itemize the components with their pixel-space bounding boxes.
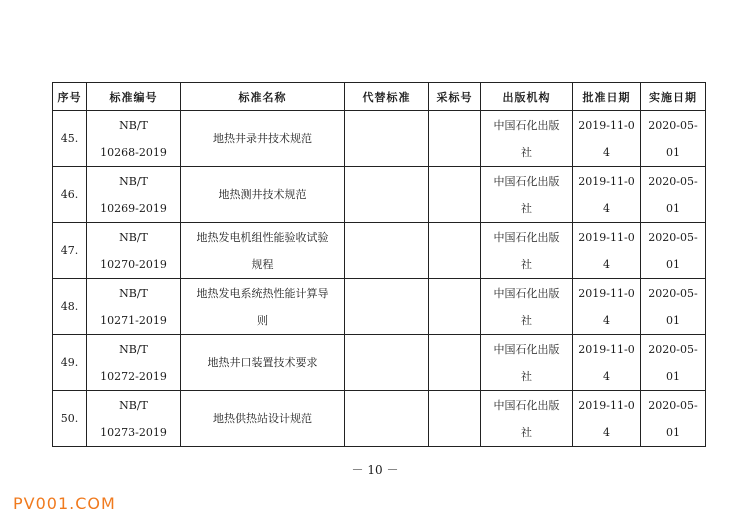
approval-date-cell-line: 4 [603, 369, 610, 383]
effective-date-cell-line: 01 [666, 201, 680, 215]
effective-date-cell-line: 01 [666, 425, 680, 439]
standard-name-cell [181, 279, 345, 335]
effective-date-cell-line: 2020-05- [648, 230, 698, 244]
standard-name-cell [181, 391, 345, 447]
header-cell: 序号 [53, 83, 87, 111]
publisher-cell [481, 223, 573, 279]
effective-date-cell [641, 391, 706, 447]
standard-name-cell-line: 地热供热站设计规范 [213, 412, 312, 425]
adopted-number-cell [429, 167, 481, 223]
standard-code-cell [87, 335, 181, 391]
publisher-cell-line: 中国石化出版 [493, 286, 560, 300]
table-row [53, 167, 706, 223]
adopted-number-cell [429, 223, 481, 279]
standards-table [52, 82, 706, 447]
table-header-row [53, 83, 706, 111]
approval-date-cell [573, 167, 641, 223]
publisher-cell [481, 111, 573, 167]
effective-date-cell-line: 2020-05- [648, 174, 698, 188]
standard-code-cell [87, 167, 181, 223]
table-row [53, 335, 706, 391]
header-cell: 标准编号 [87, 83, 181, 111]
standard-code-cell-line: 10271-2019 [100, 313, 167, 327]
approval-date-cell [573, 391, 641, 447]
header-cell: 批准日期 [573, 83, 641, 111]
approval-date-cell-line: 2019-11-0 [578, 174, 635, 188]
effective-date-cell-line: 2020-05- [648, 118, 698, 132]
adopted-number-cell [429, 335, 481, 391]
standard-name-cell-line: 地热发电系统热性能计算导 [196, 286, 329, 300]
approval-date-cell-line: 4 [603, 201, 610, 215]
publisher-cell-line: 社 [521, 257, 532, 271]
standard-code-cell [87, 111, 181, 167]
standard-code-cell [87, 279, 181, 335]
publisher-cell-line: 社 [521, 313, 532, 327]
standard-code-cell-line: NB/T [119, 230, 148, 244]
row-number-cell: 45. [53, 111, 87, 167]
effective-date-cell [641, 223, 706, 279]
standard-name-cell-line: 地热发电机组性能验收试验 [196, 230, 329, 244]
approval-date-cell [573, 111, 641, 167]
publisher-cell-line: 社 [521, 425, 532, 439]
replaces-standard-cell [345, 391, 429, 447]
header-cell: 实施日期 [641, 83, 706, 111]
table-row [53, 391, 706, 447]
table-body [53, 111, 706, 447]
standard-code-cell-line: NB/T [119, 342, 148, 356]
approval-date-cell-line: 4 [603, 257, 610, 271]
effective-date-cell-line: 01 [666, 257, 680, 271]
replaces-standard-cell [345, 223, 429, 279]
approval-date-cell-line: 4 [603, 313, 610, 327]
approval-date-cell [573, 223, 641, 279]
watermark-text: PV001.COM [13, 494, 116, 513]
standard-name-cell [181, 111, 345, 167]
approval-date-cell-line: 2019-11-0 [578, 342, 635, 356]
table-row [53, 279, 706, 335]
approval-date-cell-line: 2019-11-0 [578, 230, 635, 244]
approval-date-cell [573, 335, 641, 391]
adopted-number-cell [429, 111, 481, 167]
table-row [53, 111, 706, 167]
page-number: － 10 － [351, 463, 399, 477]
publisher-cell-line: 中国石化出版 [493, 342, 560, 356]
header-cell: 标准名称 [181, 83, 345, 111]
publisher-cell-line: 中国石化出版 [493, 118, 560, 132]
standard-code-cell [87, 223, 181, 279]
standard-name-cell-line: 地热井口装置技术要求 [207, 356, 318, 369]
standard-name-cell-line: 地热测井技术规范 [218, 188, 307, 201]
approval-date-cell-line: 2019-11-0 [578, 398, 635, 412]
effective-date-cell [641, 335, 706, 391]
standard-code-cell-line: NB/T [119, 398, 148, 412]
standard-code-cell-line: 10273-2019 [100, 425, 167, 439]
standard-code-cell-line: 10272-2019 [100, 369, 167, 383]
standard-code-cell-line: NB/T [119, 118, 148, 132]
approval-date-cell [573, 279, 641, 335]
header-cell: 代替标准 [345, 83, 429, 111]
effective-date-cell [641, 279, 706, 335]
publisher-cell [481, 167, 573, 223]
standard-name-cell-line: 规程 [251, 257, 274, 271]
effective-date-cell [641, 167, 706, 223]
adopted-number-cell [429, 391, 481, 447]
effective-date-cell-line: 2020-05- [648, 398, 698, 412]
standard-name-cell-line: 地热井录井技术规范 [213, 132, 312, 145]
effective-date-cell-line: 01 [666, 145, 680, 159]
row-number-cell: 49. [53, 335, 87, 391]
approval-date-cell-line: 4 [603, 425, 610, 439]
standard-code-cell-line: 10269-2019 [100, 201, 167, 215]
publisher-cell-line: 社 [521, 369, 532, 383]
publisher-cell [481, 279, 573, 335]
row-number-cell: 46. [53, 167, 87, 223]
publisher-cell-line: 中国石化出版 [493, 174, 560, 188]
standard-code-cell-line: NB/T [119, 174, 148, 188]
replaces-standard-cell [345, 167, 429, 223]
publisher-cell-line: 社 [521, 201, 532, 215]
standard-code-cell-line: 10270-2019 [100, 257, 167, 271]
standard-name-cell [181, 223, 345, 279]
standard-code-cell-line: NB/T [119, 286, 148, 300]
replaces-standard-cell [345, 335, 429, 391]
effective-date-cell [641, 111, 706, 167]
approval-date-cell-line: 4 [603, 145, 610, 159]
row-number-cell: 48. [53, 279, 87, 335]
standard-name-cell [181, 335, 345, 391]
row-number-cell: 50. [53, 391, 87, 447]
effective-date-cell-line: 2020-05- [648, 286, 698, 300]
publisher-cell-line: 中国石化出版 [493, 230, 560, 244]
effective-date-cell-line: 01 [666, 313, 680, 327]
table-row [53, 223, 706, 279]
replaces-standard-cell [345, 279, 429, 335]
row-number-cell: 47. [53, 223, 87, 279]
standard-name-cell-line: 则 [257, 313, 268, 327]
effective-date-cell-line: 2020-05- [648, 342, 698, 356]
publisher-cell [481, 335, 573, 391]
adopted-number-cell [429, 279, 481, 335]
header-cell: 采标号 [429, 83, 481, 111]
publisher-cell-line: 中国石化出版 [493, 398, 560, 412]
standard-code-cell [87, 391, 181, 447]
approval-date-cell-line: 2019-11-0 [578, 286, 635, 300]
approval-date-cell-line: 2019-11-0 [578, 118, 635, 132]
effective-date-cell-line: 01 [666, 369, 680, 383]
publisher-cell [481, 391, 573, 447]
standard-code-cell-line: 10268-2019 [100, 145, 167, 159]
standard-name-cell [181, 167, 345, 223]
publisher-cell-line: 社 [521, 145, 532, 159]
header-cell: 出版机构 [481, 83, 573, 111]
replaces-standard-cell [345, 111, 429, 167]
